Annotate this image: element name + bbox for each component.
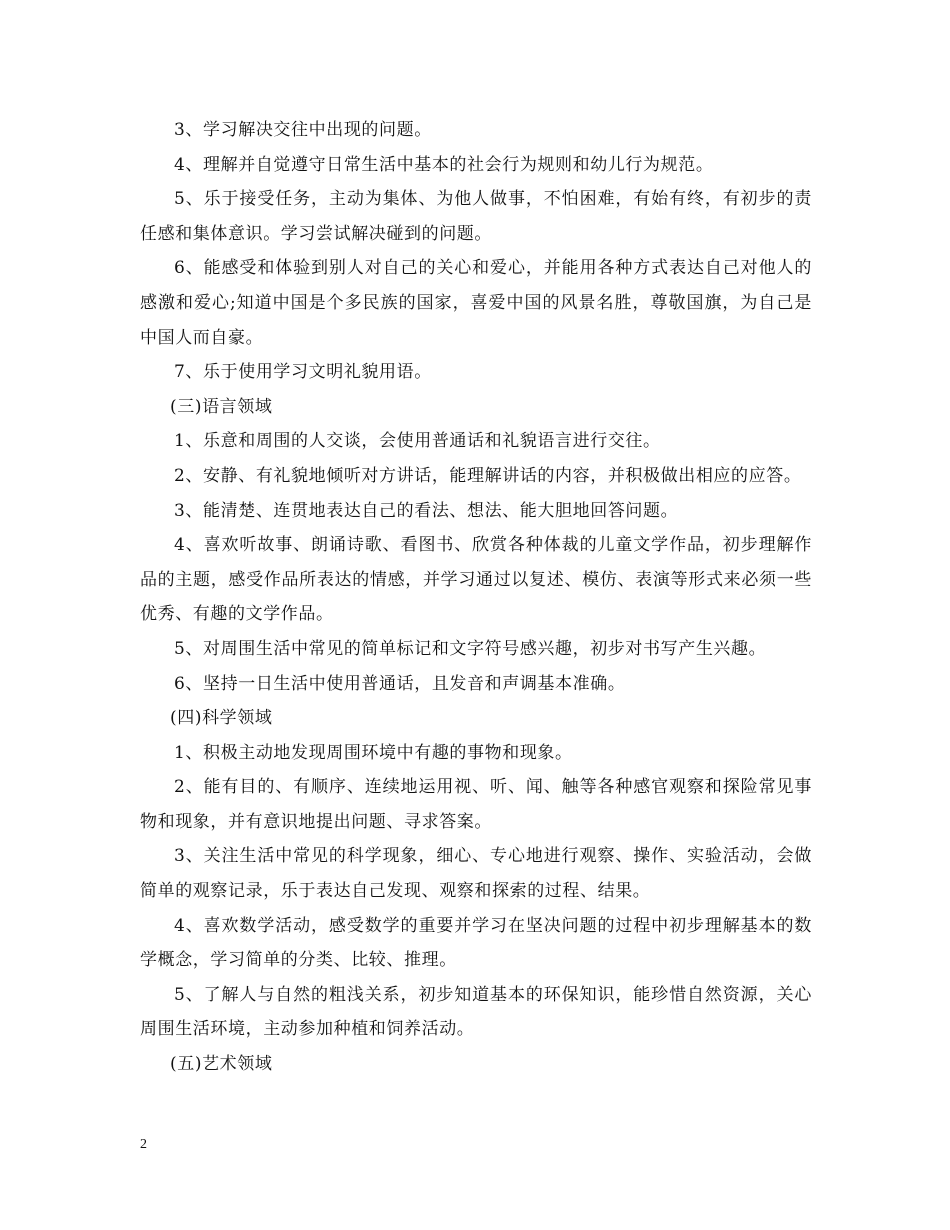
- section-heading-language: (三)语言领域: [170, 396, 273, 417]
- paragraph-social-6: 6、能感受和体验到别人对自己的关心和爱心，并能用各种方式表达自己对他人的感激和爱心;知道中国是个多民族的国家，喜爱中国的风景名胜，尊敬国旗，为自己是中国人而自豪。: [140, 258, 812, 348]
- paragraph-language-4: 4、喜欢听故事、朗诵诗歌、看图书、欣赏各种体裁的儿童文学作品，初步理解作品的主题，感受作品所表达的情感，并学习通过以复述、模仿、表演等形式来必须一些优秀、有趣的文学作品。: [140, 535, 812, 625]
- paragraph-language-2: 2、安静、有礼貌地倾听对方讲话，能理解讲话的内容，并积极做出相应的应答。: [174, 465, 802, 486]
- paragraph-science-2: 2、能有目的、有顺序、连续地运用视、听、闻、触等各种感官观察和探险常见事物和现象，并有意识地提出问题、寻求答案。: [140, 777, 812, 832]
- section-heading-science: (四)科学领域: [170, 708, 273, 729]
- paragraph-language-5: 5、对周围生活中常见的简单标记和文字符号感兴趣，初步对书写产生兴趣。: [174, 638, 767, 659]
- page-number: 2: [140, 1137, 147, 1152]
- document-body: [140, 113, 812, 1082]
- paragraph-science-1: 1、积极主动地发现周围环境中有趣的事物和现象。: [174, 742, 573, 763]
- paragraph-social-4: 4、理解并自觉遵守日常生活中基本的社会行为规则和幼儿行为规范。: [174, 154, 714, 175]
- paragraph-science-4: 4、喜欢数学活动，感受数学的重要并学习在坚决问题的过程中初步理解基本的数学概念，学习简单的分类、比较、推理。: [140, 915, 812, 971]
- paragraph-social-5: 5、乐于接受任务，主动为集体、为他人做事，不怕困难，有始有终，有初步的责任感和集体意识。学习尝试解决碰到的问题。: [140, 189, 812, 244]
- paragraph-science-3: 3、关注生活中常见的科学现象，细心、专心地进行观察、操作、实验活动，会做简单的观察记录，乐于表达自己发现、观察和探索的过程、结果。: [140, 846, 812, 902]
- paragraph-language-3: 3、能清楚、连贯地表达自己的看法、想法、能大胆地回答问题。: [174, 500, 679, 521]
- section-heading-art: (五)艺术领域: [170, 1054, 273, 1075]
- paragraph-language-1: 1、乐意和周围的人交谈，会使用普通话和礼貌语言进行交往。: [174, 431, 661, 452]
- paragraph-science-5: 5、了解人与自然的粗浅关系，初步知道基本的环保知识，能珍惜自然资源，关心周围生活环境，主动参加种植和饲养活动。: [140, 984, 812, 1040]
- paragraph-social-3: 3、学习解决交往中出现的问题。: [174, 120, 432, 140]
- paragraph-language-6: 6、坚持一日生活中使用普通话，且发音和声调基本准确。: [174, 673, 626, 694]
- paragraph-social-7: 7、乐于使用学习文明礼貌用语。: [174, 362, 432, 383]
